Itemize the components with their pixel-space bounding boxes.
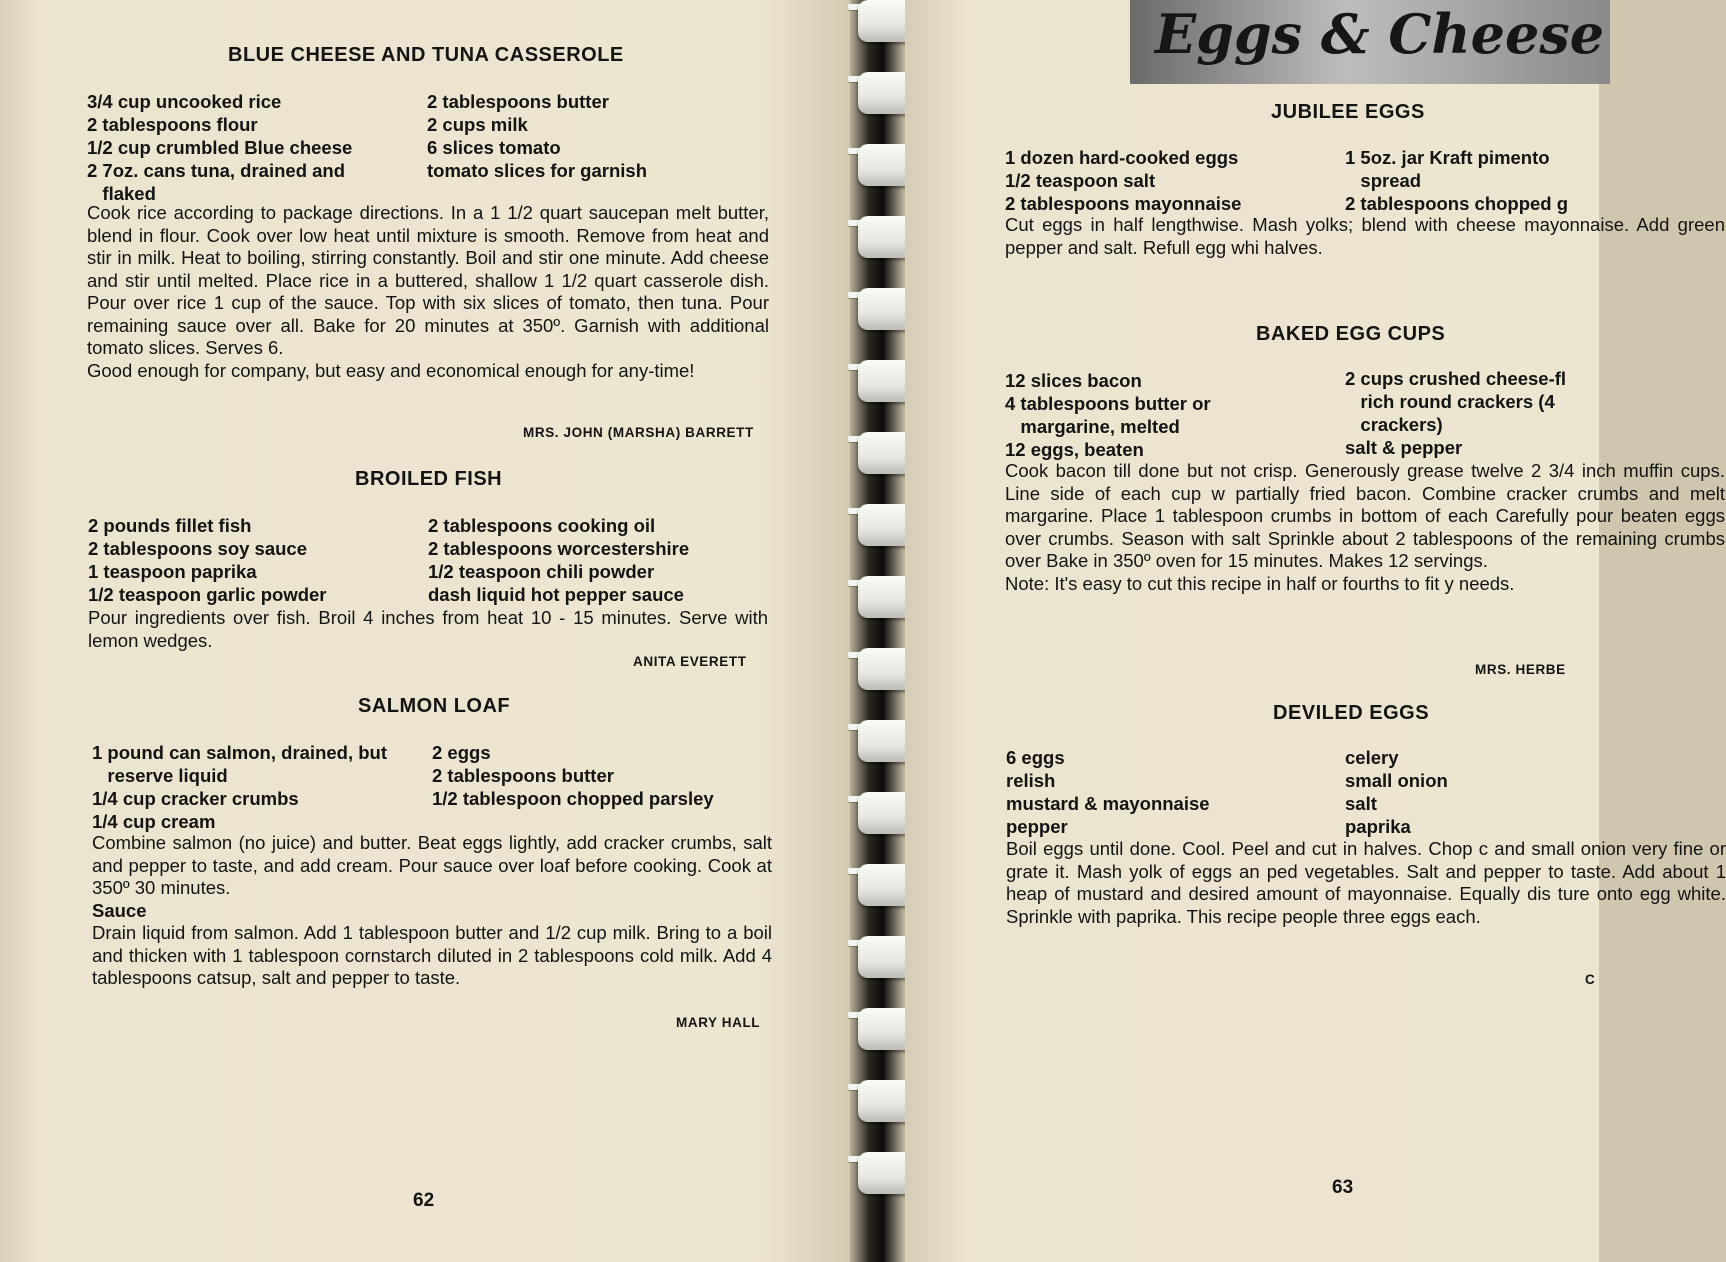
directions-text: Boil eggs until done. Cool. Peel and cut in halves. Chop c and small onion very fine or grate it. Mash yolk of eggs an ped vegetables. Salt and pepper to taste. Add about 1 heap of mustard and desired amount of mayonnaise. Equally dis ture onto egg white. Sprinkle with paprika. This recipe people three eggs each. [1006,838,1726,927]
ingredients-left-column: 12 slices bacon 4 tablespoons butter or margarine, melted 12 eggs, beaten [1005,370,1211,460]
directions-text: Pour ingredients over fish. Broil 4 inches from heat 10 - 15 minutes. Serve with lemon wedges. [88,607,768,651]
sauce-heading: Sauce [92,899,147,921]
ingredients-right-column: 2 cups crushed cheese-fl rich round crackers (4 crackers) salt & pepper [1345,368,1567,458]
ingredients-right-column: 2 eggs 2 tablespoons butter 1/2 tablespoon chopped parsley [432,742,714,809]
recipe-title-broiled-fish: BROILED FISH [355,468,503,490]
ingredients-left-column: 3/4 cup uncooked rice 2 tablespoons flour 1/2 cup crumbled Blue cheese 2 7oz. cans tuna, drained and flaked [87,91,353,204]
directions-text: Cook bacon till done but not crisp. Generously grease twelve 2 3/4 inch muffin cups. Line side of each cup w partially fried bacon. Combine cracker crumbs and melt margarine. Place 1 tablespoon crumbs in bottom of each Carefully pour beaten eggs over crumbs. Season with salt Sprinkle about 2 tablespoons of the remaining crumbs over Bake in 350º oven for 15 minutes. Makes 12 servings. [1005,460,1725,571]
ingredients-left-column: 2 pounds fillet fish 2 tablespoons soy sauce 1 teaspoon paprika 1/2 teaspoon garlic powder [88,515,327,605]
ingredients-right-column: 2 tablespoons butter 2 cups milk 6 slices tomato tomato slices for garnish [427,91,647,181]
recipe-directions [88,607,768,652]
recipe-directions [92,832,772,990]
ingredients-right-column: 2 tablespoons cooking oil 2 tablespoons worcestershire 1/2 teaspoon chili powder dash liquid hot pepper sauce [428,515,690,605]
ingredients-right-column: 1 5oz. jar Kraft pimento spread 2 tablespoons chopped g [1345,147,1569,214]
ingredients-left-column: 6 eggs relish mustard & mayonnaise pepper [1006,747,1210,837]
recipe-title-jubilee-eggs: JUBILEE EGGS [1271,101,1425,123]
recipe-title-baked-egg-cups: BAKED EGG CUPS [1256,323,1446,345]
directions-text: Combine salmon (no juice) and butter. Beat eggs lightly, add cracker crumbs, salt and pepper to taste, and add cream. Pour sauce over loaf before cooking. Cook at 350º 30 minutes. [92,832,772,898]
left-page [0,0,850,1262]
recipe-directions [87,202,769,382]
right-page [905,0,1726,1262]
directions-text: Cut eggs in half lengthwise. Mash yolks; blend with cheese mayonnaise. Add green pepper and salt. Refull egg whi halves. [1005,214,1725,258]
recipe-title-blue-cheese-tuna: BLUE CHEESE AND TUNA CASSEROLE [228,44,624,66]
recipe-note: Good enough for company, but easy and economical enough for any-time! [87,359,695,381]
page-number: 62 [413,1190,435,1211]
recipe-note: Note: It's easy to cut this recipe in half or fourths to fit y needs. [1005,572,1515,594]
recipe-author: ANITA EVERETT [633,654,747,669]
recipe-directions [1005,214,1725,259]
ingredients-left-column: 1 pound can salmon, drained, but reserve liquid 1/4 cup cracker crumbs 1/4 cup cream [92,742,387,832]
recipe-directions [1005,460,1725,595]
recipe-title-deviled-eggs: DEVILED EGGS [1273,702,1430,724]
sauce-directions: Drain liquid from salmon. Add 1 tablespoon butter and 1/2 cup milk. Bring to a boil and thicken with 1 tablespoon cornstarch diluted in 2 tablespoons cold milk. Add 4 tablespoons catsup, salt and pepper to taste. [92,922,772,988]
ingredients-right-column: celery small onion salt paprika [1345,747,1448,837]
section-title: Eggs & Cheese [1155,2,1605,66]
recipe-author: MRS. JOHN (MARSHA) BARRETT [523,425,754,440]
recipe-title-salmon-loaf: SALMON LOAF [358,695,511,717]
directions-text: Cook rice according to package directions. In a 1 1/2 quart saucepan melt butter, blend in flour. Cook over low heat until mixture is smooth. Remove from heat and stir in milk. Heat to boiling, stirring constantly. Boil and stir one minute. Add cheese and stir until melted. Place rice in a buttered, shallow 1 1/2 quart casserole dish. Pour over rice 1 cup of the sauce. Top with six slices of tomato, then tuna. Pour remaining sauce over all. Bake for 20 minutes at 350º. Garnish with additional tomato slices. Serves 6. [87,202,769,358]
recipe-author: C [1585,972,1596,987]
recipe-directions [1006,838,1726,928]
page-number: 63 [1332,1177,1354,1198]
spiral-binding [850,0,905,1262]
ingredients-left-column: 1 dozen hard-cooked eggs 1/2 teaspoon salt 2 tablespoons mayonnaise [1005,147,1242,214]
recipe-author: MRS. HERBE [1475,662,1566,677]
recipe-author: MARY HALL [676,1015,761,1030]
